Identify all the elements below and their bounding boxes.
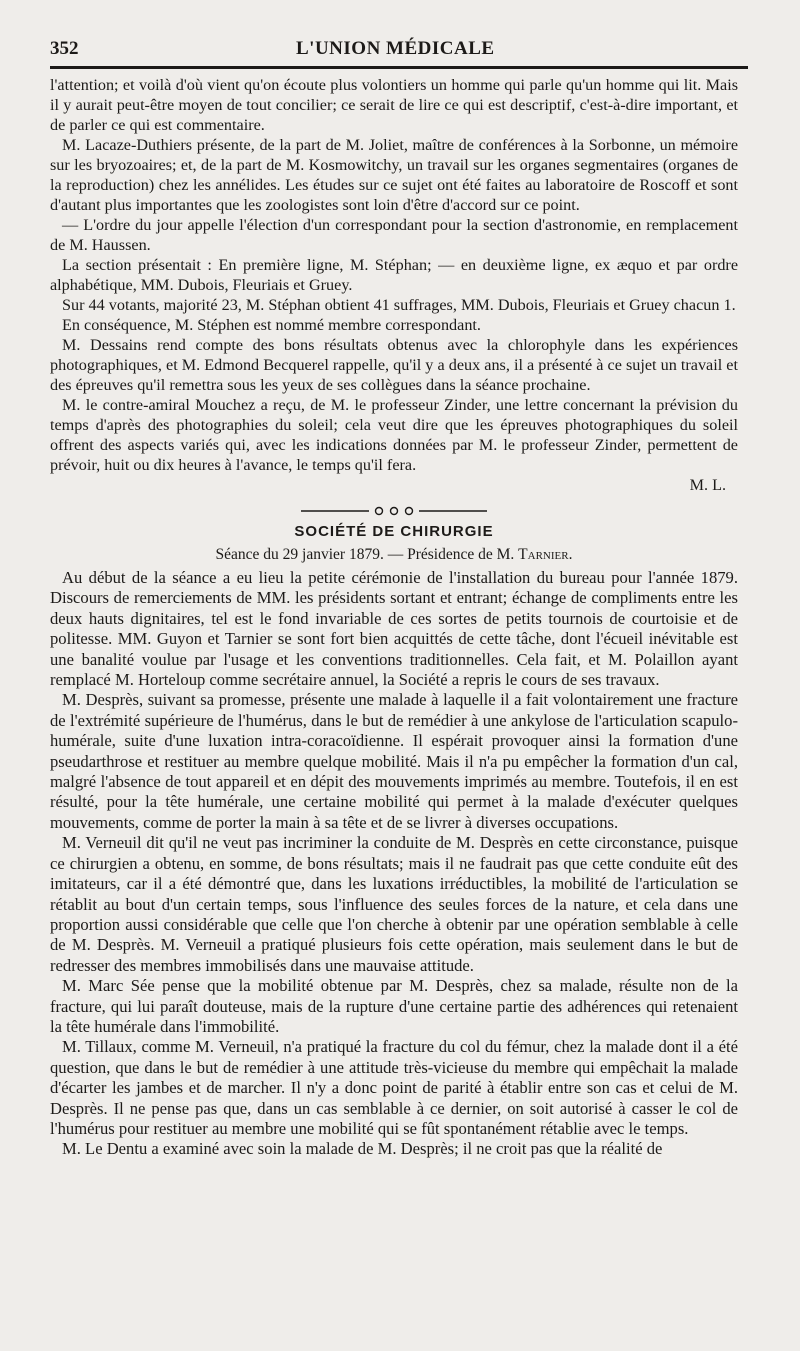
paragraph: M. Tillaux, comme M. Verneuil, n'a pratiqué la fracture du col du fémur, chez la malade dont il a été question, que dans le but de remédier à une attitude très-vicieuse du membre qui empêchait la malade d'écarter les jambes et de marcher. Il n'y a donc point de parité à établir entre son cas et celui de M. Desprès. Il ne pense pas que, dans un cas semblable à ce dernier, on soit autorisé à casser le col de l'humérus pour restituer au membre une mobilité qui se fût spontanément rétablie avec le temps. (50, 1037, 738, 1138)
running-head (50, 32, 738, 62)
signature: M. L. (689, 476, 726, 494)
paragraph: M. Marc Sée pense que la mobilité obtenue par M. Desprès, chez sa malade, résulte non de la fracture, qui lui paraît douteuse, mais de la rupture d'une certaine partie des adhérences qui retenaient la tête humérale dans l'immobilité. (50, 976, 738, 1036)
paragraph: M. le contre-amiral Mouchez a reçu, de M. le professeur Zinder, une lettre concernant la prévision du temps d'après des photographies du soleil; cela veut dire que les épreuves photographiques du soleil offrent des aspects variés qui, avec les indications données par M. le professeur Zinder, permettent de prévoir, huit ou dix heures à l'avance, le temps qu'il fera. (50, 396, 738, 474)
journal-title: L'UNION MÉDICALE (296, 38, 495, 59)
paragraph: — L'ordre du jour appelle l'élection d'un correspondant pour la section d'astronomie, en remplacement de M. Haussen. (50, 216, 738, 254)
header-rule (50, 66, 748, 69)
paragraph: Sur 44 votants, majorité 23, M. Stéphan obtient 41 suffrages, MM. Dubois, Fleuriais et Gruey chacun 1. (62, 296, 736, 314)
paragraph: M. Verneuil dit qu'il ne veut pas incriminer la conduite de M. Desprès en cette circonstance, puisque ce chirurgien a obtenu, en somme, de bons résultats; mais il ne faudrait pas que cette conduite eût des imitateurs, car il a été démontré que, dans les luxations irréductibles, la mobilité de l'articulation se rétablit au bout d'un certain temps, sous l'influence des seules forces de la nature, et cela dans une proportion aussi considérable que celle que l'on cherche à obtenir par une opération semblable à celle de M. Desprès. M. Verneuil a pratiqué plusieurs fois cette opération, mais seulement dans le but de redresser des membres immobilisés dans une mauvaise attitude. (50, 833, 738, 975)
paragraph: En conséquence, M. Stéphen est nommé membre correspondant. (62, 316, 481, 334)
paragraph: M. Dessains rend compte des bons résultats obtenus avec la chlorophyle dans les expériences photographiques, et M. Edmond Becquerel rappelle, qu'il y a deux ans, il a présenté à ce sujet un travail et des épreuves qu'il remettra sous les yeux de ses collègues dans la séance prochaine. (50, 336, 738, 394)
page-number: 352 (50, 38, 79, 59)
ornament-divider-icon (299, 503, 489, 519)
paragraph: M. Le Dentu a examiné avec soin la malade de M. Desprès; il ne croit pas que la réalité de (62, 1139, 663, 1159)
seance-line (50, 546, 738, 564)
society-report (50, 568, 738, 1160)
section-title: SOCIÉTÉ DE CHIRURGIE (294, 523, 494, 540)
seance-prefix: Séance du 29 janvier 1879. — Présidence de M. (215, 546, 515, 563)
paragraph: La section présentait : En première ligne, M. Stéphan; — en deuxième ligne, ex æquo et par ordre alphabétique, MM. Dubois, Fleuriais et Gruey. (50, 256, 738, 294)
academy-report (50, 75, 738, 495)
paragraph: l'attention; et voilà d'où vient qu'on écoute plus volontiers un homme qui parle qu'un homme qui lit. Mais il y aurait peut-être moyen de tout concilier; ce serait de lire ce qui est descriptif, c'est-à-dire important, et de parler ce qui est commentaire. (50, 76, 738, 134)
paragraph: M. Lacaze-Duthiers présente, de la part de M. Joliet, maître de conférences à la Sorbonne, un mémoire sur les bryozoaires; et, de la part de M. Kosmowitchy, un travail sur les organes segmentaires (organes de la reproduction) chez les annélides. Les études sur ce sujet ont été faites au laboratoire de Roscoff et sont d'autant plus importantes que les zoologistes sont loin d'être d'accord sur ce point. (50, 136, 738, 214)
paragraph: M. Desprès, suivant sa promesse, présente une malade à laquelle il a fait volontairement une fracture de l'extrémité supérieure de l'humérus, dans le but de remédier à une ankylose de l'articulation scapulo-humérale, suite d'une luxation intra-coracoïdienne. Il espérait provoquer ainsi la formation d'une pseudarthrose et restituer au membre quelque mobilité. Mais il n'a pu empêcher la formation d'un cal, malgré l'absence de tout appareil et en dépit des mouvements imprimés au membre. Toutefois, il en est résulté, pour la tête humérale, une certaine mobilité qui permet à la malade d'exécuter quelques mouvements, comme de porter la main à sa tête et de se livrer à diverses occupations. (50, 690, 738, 832)
paragraph: Au début de la séance a eu lieu la petite cérémonie de l'installation du bureau pour l'année 1879. Discours de remerciements de MM. les présidents sortant et entrant; échange de compliments entre les deux hauts dignitaires, tel est le fond invariable de ces sortes de petits tournois de courtoisie et de politesse. MM. Guyon et Tarnier se sont fort bien acquittés de cette tâche, dont l'écueil inévitable est une banalité voulue par l'usage et les conventions traditionnelles. Cela fait, et M. Polaillon ayant remplacé M. Horteloup comme secrétaire annuel, la Société a repris le cours de ses travaux. (50, 568, 738, 690)
president-name: Tarnier. (518, 546, 573, 563)
